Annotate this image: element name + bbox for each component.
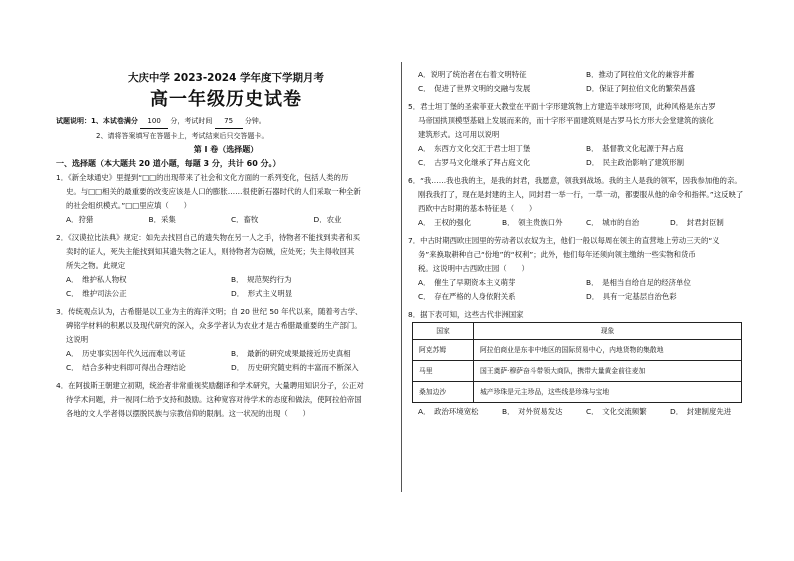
question-stem-line: 建筑形式。这可用以说明	[418, 130, 500, 139]
table-cell-phenomenon: 国王奠萨·穆萨奋斗带领大商队，携带大量黄金前往麦加	[474, 361, 742, 382]
question-stem-line: 税。这说明中古西欧庄园（ ）	[418, 264, 529, 273]
table-cell-phenomenon: 阿拉伯商业是东非中地区的国际贸易中心，内地货物的集散地	[474, 340, 742, 361]
option: A．说明了统治者在右着文明特征	[418, 70, 527, 79]
table-cell-country: 桑加边沙	[413, 382, 474, 403]
question-block	[408, 68, 754, 100]
question-options	[408, 142, 754, 170]
question-8-options	[408, 405, 754, 419]
question-block	[56, 379, 396, 425]
option: C． 城市的自治	[586, 218, 640, 227]
question-stem-line: 的社会组织模式。”□□里应填（ ）	[66, 201, 191, 210]
table-header-country: 国家	[413, 323, 474, 340]
table-cell-country: 阿克苏姆	[413, 340, 474, 361]
question-block	[408, 234, 754, 308]
option: C． 促进了世界文明的交融与发展	[418, 84, 531, 93]
question-block	[56, 171, 396, 231]
question-block	[408, 174, 754, 234]
table-row	[413, 361, 742, 382]
question-block	[56, 231, 396, 305]
question-options	[408, 216, 754, 230]
question-options	[56, 347, 396, 375]
option: B． 对外贸易发达	[502, 407, 563, 416]
right-column	[408, 68, 754, 419]
table-row	[413, 340, 742, 361]
option: C． 存在严格的人身依附关系	[418, 292, 516, 301]
question-stem-line: 7．中古时期西欧庄园里的劳动者以农奴为主，他们一般以每周在领主的直营地上劳动三天的“义	[408, 236, 720, 245]
option: D．保证了阿拉伯文化的繁荣昌盛	[586, 84, 696, 93]
option: B． 是相当自给自足的经济单位	[586, 278, 691, 287]
question-stem-line: 待学术问题，并一视同仁给予支持和鼓励。这种宽容对待学术的态度和做法，使阿拉伯帝国	[66, 395, 362, 404]
question-options	[56, 213, 396, 227]
option: C． 维护司法公正	[66, 289, 127, 298]
question-options	[408, 276, 754, 304]
question-stem-line: 各地的文人学者得以摆脱民族与宗教信仰的限制。这一状况的出现（ ）	[66, 409, 310, 418]
question-stem-line: 碑铭学材料的积累以及现代研究的深入，众多学者认为农业才是古希腊最重要的生产部门。	[66, 321, 362, 330]
exam-title: 高一年级历史试卷	[150, 89, 302, 110]
option: D．农业	[313, 215, 342, 224]
table-cell-phenomenon: 城产珍珠是元主珍品，这些线是珍珠与宝地	[474, 382, 742, 403]
option: B． 领主贵族口外	[502, 218, 563, 227]
option: D． 历史研究随史料的丰富而不断深入	[231, 363, 359, 372]
question-options	[56, 273, 396, 301]
option: A．狩猎	[66, 215, 94, 224]
option: A． 东西方文化交汇于君士坦丁堡	[418, 144, 531, 153]
table-cell-country: 马里	[413, 361, 474, 382]
exam-notes-line2: 2、请将答案填写在答题卡上，考试结束后只交答题卡。	[96, 132, 269, 140]
option: A． 催生了早期资本主义萌芽	[418, 278, 516, 287]
notes-mid: 分，考试时间	[170, 117, 213, 125]
question-stem-line: 所失之物。此规定	[66, 261, 126, 270]
option: B． 规范契约行为	[231, 275, 292, 284]
option: A． 历史事实因年代久远而难以考证	[66, 349, 186, 358]
question-options	[408, 68, 754, 96]
exam-notes-line1	[56, 114, 396, 129]
question-8-table	[412, 322, 742, 403]
question-stem-line: 马帝国拱顶模型基础上发展而来的，而十字形平面建筑则是古罗马长方形大会堂建筑的演化	[418, 116, 714, 125]
question-stem-line: 3．传统观点认为，古希腊是以工业为主的海洋文明；自 20 世纪 50 年代以来，随着考古学、	[56, 307, 363, 316]
question-stem-line: 史。与□□相关的最重要的改变应该是人口的膨胀……很使新石器时代的人们采取一种全新	[66, 187, 361, 196]
question-stem-line: 4．在阿拔斯王朝建立初期，统治者非常重视奖励翻译和学术研究，大量聘用知识分子，公正对	[56, 381, 364, 390]
exam-time: 75	[215, 114, 243, 129]
option: D． 封君封臣制	[670, 218, 724, 227]
table-row	[413, 382, 742, 403]
section1-title: 一、选择题（本大题共 20 道小题，每题 3 分，共计 60 分。）	[56, 159, 281, 168]
notes-end: 分钟。	[244, 117, 266, 125]
question-8-stem: 8．据下表可知，这些古代非洲国家	[408, 310, 524, 319]
option: C． 结合多种史料即可得出合理结论	[66, 363, 186, 372]
part1-title: 第 I 卷（选择题）	[193, 145, 259, 154]
question-block	[56, 305, 396, 379]
option: D． 封建制度先进	[670, 407, 732, 416]
left-column	[56, 68, 396, 425]
option: B． 最新的研究成果最接近历史真相	[231, 349, 351, 358]
table-header-row	[413, 323, 742, 340]
option: B． 基督教文化起源于拜占庭	[586, 144, 684, 153]
question-stem-line: 5．君士坦丁堡的圣索菲亚大教堂在平面十字形建筑物上方建造半球形穹顶，此种风格是东古罗	[408, 102, 716, 111]
option: C． 文化交流频繁	[586, 407, 647, 416]
question-stem-line: 卖时的证人，死失主能找到知其遗失物之证人，则待物者为窃贼，应处死；失主得收回其	[66, 247, 355, 256]
question-stem-line: 1．《新全球通史》里提到“□□的出现带来了社会和文化方面的一系列变化，包括人类的历	[56, 173, 349, 182]
question-stem-line: 2．《汉谟拉比法典》规定：如先去找回自己的遗失物在另一人之手，待物者不能找到卖者和买	[56, 233, 361, 242]
question-stem-line: 刚我我打了，现在是封建的主人，同封君一举一行，一草一动，都要服从他的命令和指挥。”这反映了	[418, 190, 744, 199]
spacer	[56, 421, 396, 425]
option: D． 形式主义明显	[231, 289, 293, 298]
option: A． 维护私人物权	[66, 275, 127, 284]
question-stem-line: 这说明	[66, 335, 89, 344]
school-title: 大庆中学 2023-2024 学年度下学期月考	[127, 72, 325, 84]
question-stem-line: 西欧中古时期的基本特征是（ ）	[418, 204, 537, 213]
option: A． 政治环境宽松	[418, 407, 479, 416]
notes-label: 试题说明：1、本试卷满分	[56, 117, 138, 125]
left-question-list	[56, 171, 396, 425]
full-score: 100	[140, 114, 168, 129]
question-stem-line: 6．“我……我也我的主，是我的封君，我愿意，领我到战场。我的主人是我的领军，因我参加他的亲。	[408, 176, 742, 185]
option: C． 古罗马文化继承了拜占庭文化	[418, 158, 531, 167]
option: B．推动了阿拉伯文化的兼容并蓄	[586, 70, 695, 79]
option: C．畜牧	[231, 215, 259, 224]
option: D． 具有一定基层自治色彩	[586, 292, 677, 301]
table-header-phenomenon: 现象	[474, 323, 742, 340]
right-question-list	[408, 68, 754, 308]
column-divider	[401, 62, 402, 492]
question-block	[408, 100, 754, 174]
question-stem-line: 务”来换取耕种自己“份地”的“权利”；此外，他们每年还须向领主缴纳一些实物和货币	[418, 250, 696, 259]
option: D． 民主政治影响了建筑形制	[586, 158, 685, 167]
option: A． 王权的强化	[418, 218, 472, 227]
option: B．采集	[148, 215, 176, 224]
